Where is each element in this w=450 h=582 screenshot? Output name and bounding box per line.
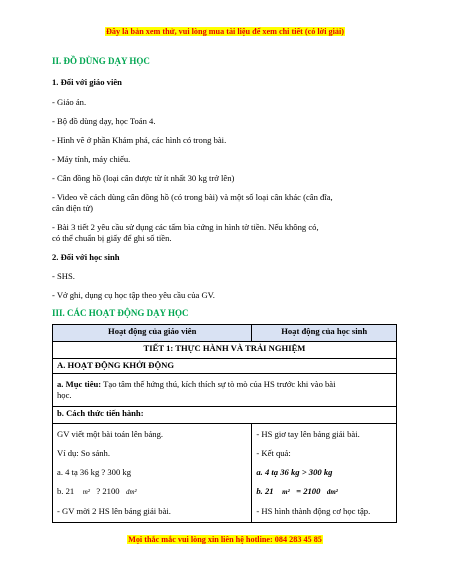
teacher-item: - Video về cách dùng cân đồng hồ (có trong bài) và một số loại cân khác (cân đĩa, bbox=[52, 192, 333, 202]
teacher-item: có thể chuẩn bị giấy để ghi số tiền. bbox=[52, 233, 172, 243]
teacher-subtitle: 1. Đối với giáo viên bbox=[52, 77, 122, 87]
student-line: - HS hình thành động cơ học tập. bbox=[256, 506, 371, 516]
teacher-item: - Cân đồng hồ (loại cân được từ ít nhất 30 kg trở lên) bbox=[52, 173, 235, 183]
col-header-teacher: Hoạt động của giáo viên bbox=[53, 325, 252, 342]
student-line: - HS giơ tay lên bảng giải bài. bbox=[256, 429, 360, 439]
teacher-line: GV viết một bài toán lên bảng. bbox=[57, 429, 164, 439]
teacher-line: b. 21 m² ? 2100 dm² bbox=[57, 486, 137, 496]
hotline-banner: Mọi thắc mắc vui lòng xin liên hệ hotline: 084 283 45 85 bbox=[128, 535, 322, 544]
teacher-item: - Bài 3 tiết 2 yêu cầu sử dụng các tấm bìa cứng in hình tờ tiền. Nếu không có, bbox=[52, 222, 319, 232]
activity-title: A. HOẠT ĐỘNG KHỞI ĐỘNG bbox=[53, 359, 397, 374]
teacher-item: - Hình vẽ ở phần Khám phá, các hình có trong bài. bbox=[52, 135, 227, 145]
student-activity-cell bbox=[252, 424, 397, 523]
student-item: - SHS. bbox=[52, 271, 75, 281]
teacher-item: - Máy tính, máy chiếu. bbox=[52, 154, 131, 164]
student-line: b. 21 m² = 2100 dm² bbox=[256, 486, 338, 496]
teacher-item: cân điện tử) bbox=[52, 203, 93, 213]
student-line: a. 4 tạ 36 kg > 300 kg bbox=[256, 467, 333, 477]
section-title-activities: III. CÁC HOẠT ĐỘNG DẠY HỌC bbox=[52, 308, 189, 318]
objective-text-cont: học. bbox=[57, 390, 72, 400]
student-line: - Kết quả: bbox=[256, 448, 291, 458]
activities-table bbox=[52, 324, 397, 523]
lesson-title: TIẾT 1: THỰC HÀNH VÀ TRẢI NGHIỆM bbox=[53, 342, 397, 359]
col-header-student: Hoạt động của học sinh bbox=[252, 325, 397, 342]
teacher-item: - Bộ đồ dùng dạy, học Toán 4. bbox=[52, 116, 156, 126]
objective-cell bbox=[53, 374, 397, 407]
objective-text: Tạo tâm thế hứng thú, kích thích sự tò mò của HS trước khi vào bài bbox=[101, 379, 336, 389]
student-subtitle: 2. Đối với học sinh bbox=[52, 252, 120, 262]
objective-label: a. Mục tiêu: bbox=[57, 379, 102, 389]
student-item: - Vở ghi, dụng cụ học tập theo yêu cầu của GV. bbox=[52, 290, 215, 300]
teacher-line: Ví dụ: So sánh. bbox=[57, 448, 110, 458]
teacher-line: a. 4 tạ 36 kg ? 300 kg bbox=[57, 467, 131, 477]
teacher-line: - GV mời 2 HS lên bảng giải bài. bbox=[57, 506, 171, 516]
teacher-item: - Giáo án. bbox=[52, 97, 87, 107]
preview-banner: Đây là bản xem thử, vui lòng mua tài liệu để xem chi tiết (có lời giải) bbox=[105, 27, 344, 36]
section-title-materials: II. ĐỒ DÙNG DẠY HỌC bbox=[52, 56, 150, 66]
method-label: b. Cách thức tiến hành: bbox=[53, 407, 397, 424]
teacher-activity-cell bbox=[53, 424, 252, 523]
